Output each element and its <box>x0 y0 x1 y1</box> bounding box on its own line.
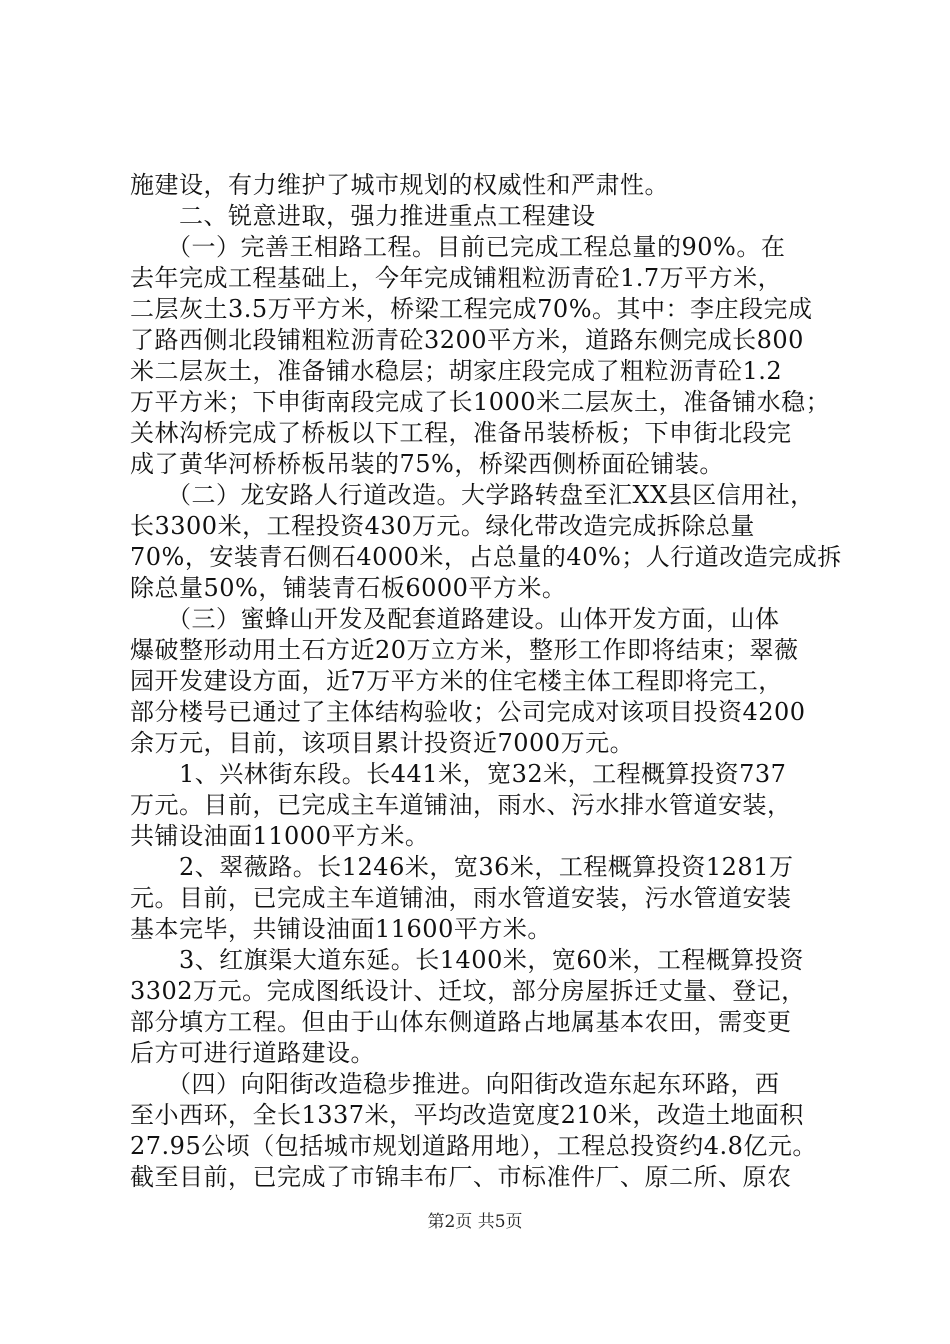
text-line: 万平方米；下申街南段完成了长1000米二层灰土，准备铺水稳； <box>130 388 831 416</box>
text-line: 关林沟桥完成了桥板以下工程，准备吊装桥板；下申街北段完 <box>130 419 792 447</box>
text-line: 施建设，有力维护了城市规划的权威性和严肃性。 <box>130 171 669 199</box>
text-line: 部分填方工程。但由于山体东侧道路占地属基本农田，需变更 <box>130 1008 792 1036</box>
text-line: 70%，安装青石侧石4000米，占总量的40%；人行道改造完成拆 <box>130 543 842 571</box>
text-line: 元。目前，已完成主车道铺油，雨水管道安装，污水管道安装 <box>130 884 792 912</box>
text-line: 余万元，目前，该项目累计投资近7000万元。 <box>130 729 635 757</box>
page-number-footer: 第2页 共5页 <box>427 1212 523 1232</box>
text-line: 共铺设油面11000平方米。 <box>130 822 430 850</box>
text-line: 部分楼号已通过了主体结构验收；公司完成对该项目投资4200 <box>130 698 806 726</box>
text-line: 2、翠薇路。长1246米，宽36米，工程概算投资1281万 <box>130 853 794 881</box>
text-line: 至小西环，全长1337米，平均改造宽度210米，改造土地面积 <box>130 1101 804 1129</box>
text-line: 爆破整形动用土石方近20万立方米，整形工作即将结束；翠薇 <box>130 636 799 664</box>
text-line: 长3300米，工程投资430万元。绿化带改造完成拆除总量 <box>130 512 755 540</box>
text-line: 3302万元。完成图纸设计、迁坟，部分房屋拆迁丈量、登记， <box>130 977 806 1005</box>
text-line: 27.95公顷（包括城市规划道路用地），工程总投资约4.8亿元。 <box>130 1132 817 1160</box>
text-line: 基本完毕，共铺设油面11600平方米。 <box>130 915 552 943</box>
text-line: 米二层灰土，准备铺水稳层；胡家庄段完成了粗粒沥青砼1.2 <box>130 357 783 385</box>
text-line: 成了黄华河桥桥板吊装的75%，桥梁西侧桥面砼铺装。 <box>130 450 724 478</box>
text-line: （三）蜜蜂山开发及配套道路建设。山体开发方面，山体 <box>130 605 780 633</box>
text-line: 3、红旗渠大道东延。长1400米，宽60米，工程概算投资 <box>130 946 804 974</box>
text-line: 万元。目前，已完成主车道铺油，雨水、污水排水管道安装， <box>130 791 792 819</box>
text-line: 1、兴林街东段。长441米，宽32米，工程概算投资737 <box>130 760 787 788</box>
text-line: 后方可进行道路建设。 <box>130 1039 375 1067</box>
text-line: 截至目前，已完成了市锦丰布厂、市标准件厂、原二所、原农 <box>130 1163 792 1191</box>
text-line: 二层灰土3.5万平方米，桥梁工程完成70%。其中：李庄段完成 <box>130 295 813 323</box>
text-line: 除总量50%，铺装青石板6000平方米。 <box>130 574 567 602</box>
text-line: 了路西侧北段铺粗粒沥青砼3200平方米，道路东侧完成长800 <box>130 326 804 354</box>
section-heading: 二、锐意进取，强力推进重点工程建设 <box>130 202 596 230</box>
text-line: （二）龙安路人行道改造。大学路转盘至汇XX县区信用社， <box>130 481 815 509</box>
text-line: （一）完善王相路工程。目前已完成工程总量的90%。在 <box>130 233 786 261</box>
text-line: （四）向阳街改造稳步推进。向阳街改造东起东环路，西 <box>130 1070 780 1098</box>
text-line: 园开发建设方面，近7万平方米的住宅楼主体工程即将完工， <box>130 667 783 695</box>
text-line: 去年完成工程基础上，今年完成铺粗粒沥青砼1.7万平方米， <box>130 264 783 292</box>
